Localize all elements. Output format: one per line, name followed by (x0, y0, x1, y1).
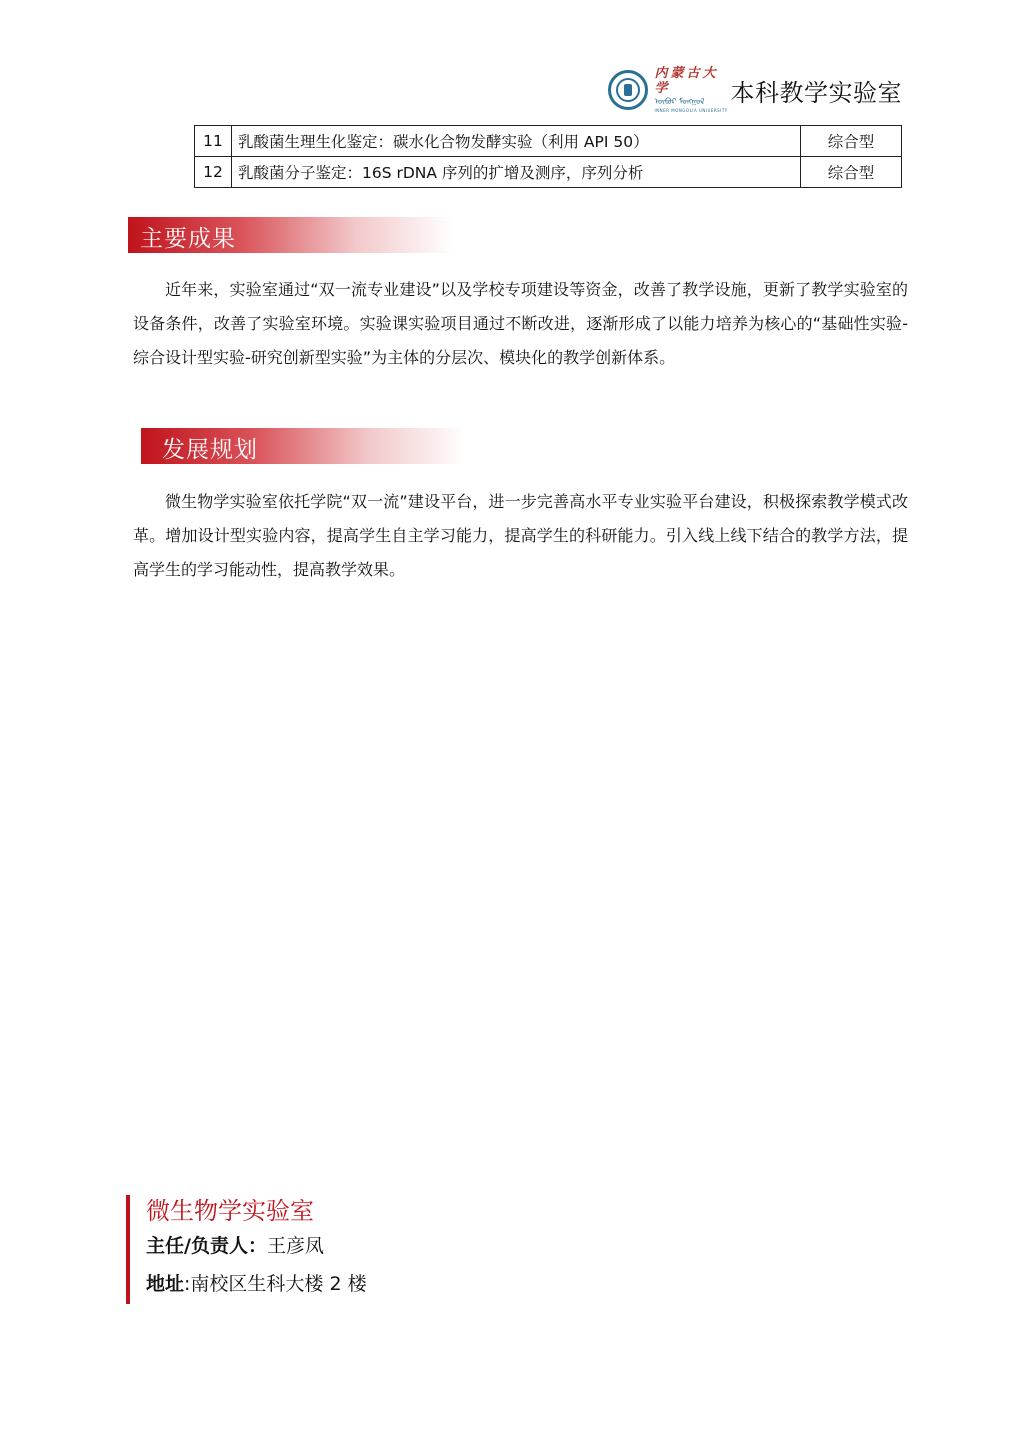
university-logo (608, 66, 728, 114)
address-line (146, 1265, 367, 1303)
logo-english-name: INNER MONGOLIA UNIVERSITY (654, 108, 728, 113)
section-header-achievements (128, 217, 453, 253)
plan-paragraph: 微生物学实验室依托学院“双一流”建设平台，进一步完善高水平专业实验平台建设，积极探索教学模式改革。增加设计型实验内容，提高学生自主学习能力，提高学生的科研能力。引入线上线下结合的教学方法，提高学生的学习能动性，提高教学效果。 (133, 492, 908, 579)
table-row (195, 126, 902, 157)
director-label: 主任/负责人 (146, 1235, 248, 1257)
page-header (608, 66, 903, 114)
lab-info-footer (126, 1195, 367, 1304)
director-separator: ： (247, 1235, 267, 1257)
header-title: 本科教学实验室 (730, 78, 902, 107)
director-name: 王彦凤 (266, 1235, 324, 1257)
section-title: 发展规划 (162, 437, 258, 463)
address-label: 地址 (146, 1273, 185, 1295)
logo-text (654, 66, 728, 114)
table-row (195, 157, 902, 188)
row-number: 11 (195, 126, 232, 157)
experiment-type: 综合型 (801, 126, 902, 157)
lab-name: 微生物学实验室 (146, 1197, 314, 1225)
experiment-name: 乳酸菌生理生化鉴定：碳水化合物发酵实验（利用 API 50） (232, 126, 801, 157)
university-seal-icon (608, 70, 648, 110)
experiment-type: 综合型 (801, 157, 902, 188)
director-line (146, 1227, 367, 1265)
section-title: 主要成果 (140, 226, 236, 252)
row-number: 12 (195, 157, 232, 188)
section-header-plan (141, 428, 466, 464)
experiment-table (194, 125, 902, 188)
experiment-name: 乳酸菌分子鉴定：16S rDNA 序列的扩增及测序，序列分析 (232, 157, 801, 188)
logo-mongolian-name: ᠥᠪᠦᠷ ᠮᠣᠩᠭᠣᠯ (654, 97, 705, 106)
logo-chinese-name: 内蒙古大学 (654, 66, 719, 96)
achievements-paragraph: 近年来，实验室通过“双一流专业建设”以及学校专项建设等资金，改善了教学设施，更新了教学实验室的设备条件，改善了实验室环境。实验课实验项目通过不断改进，逐渐形成了以能力培养为核心的“基础性实验-综合设计型实验-研究创新型实验”为主体的分层次、模块化的教学创新体系。 (133, 280, 908, 367)
address-separator: : (184, 1273, 191, 1295)
address-value: 南校区生科大楼 2 楼 (190, 1273, 367, 1295)
